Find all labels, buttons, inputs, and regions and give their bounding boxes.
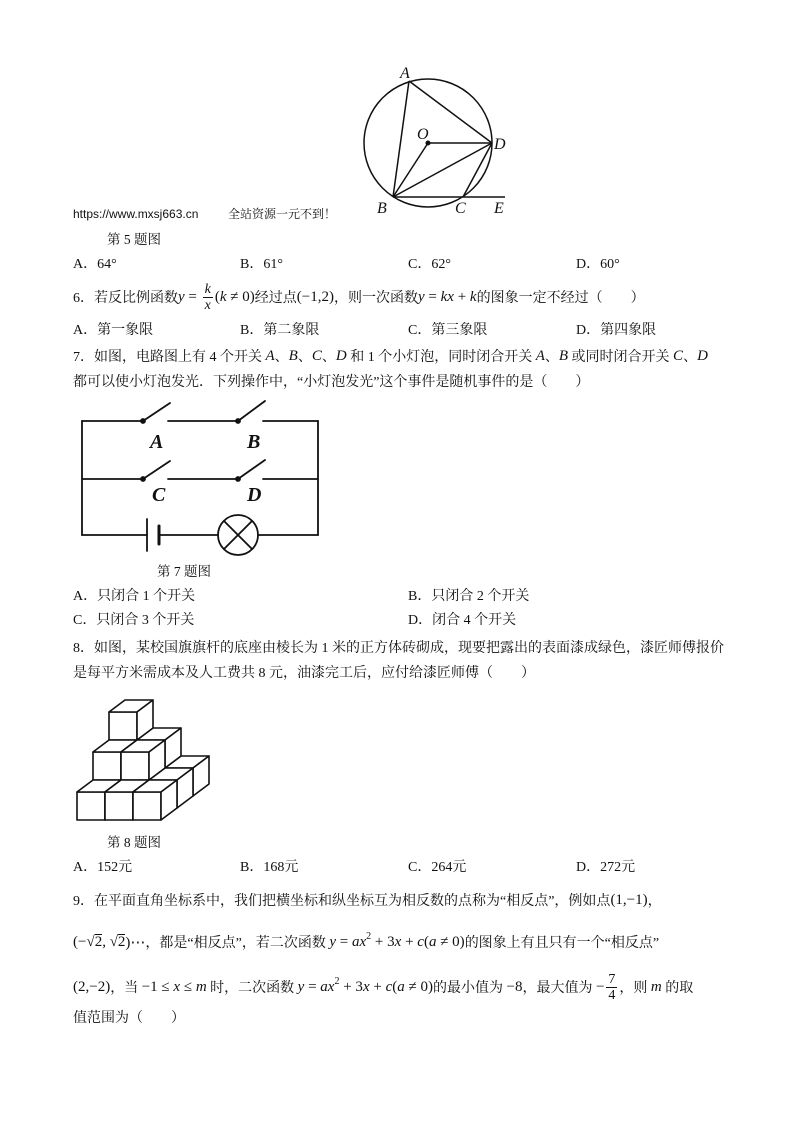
q9-stem-line3 <box>73 970 693 1004</box>
watermark-url: https://www.mxsj663.cn <box>73 207 199 221</box>
watermark-text: 全站资源一元不到！ <box>228 207 337 221</box>
text-run: 值范围为（ ） <box>73 1011 185 1026</box>
math-symbol: −8 <box>506 978 523 995</box>
q8-stem-line1 <box>73 637 724 657</box>
math-symbol: (−√ <box>73 933 95 950</box>
text-run: ，当 <box>110 981 142 996</box>
switch-label-d: D <box>247 484 262 506</box>
text-run: 的最小值为 <box>432 981 507 996</box>
figure-caption-q8: 第 8 题图 <box>107 835 161 850</box>
q7-option-a: A．只闭合 1 个开关 <box>73 589 196 604</box>
text-run: 8．如图，某校国旗旗杆的底座由棱长为 1 米的正方体砖砌成，现要把露出的表面漆成绿色，漆匠师傅报价 <box>73 641 724 656</box>
label-e: E <box>494 200 504 217</box>
text-run: 的图象一定不经过（ ） <box>476 291 645 306</box>
math-variable: kx <box>440 288 454 305</box>
switch-c-lever <box>143 461 170 479</box>
cube-front-face <box>77 792 105 820</box>
text-run: ，则 <box>619 981 651 996</box>
q7-option-c: C．只闭合 3 个开关 <box>73 613 195 628</box>
figure-caption-q5: 第 5 题图 <box>107 232 161 247</box>
switch-label-a: A <box>150 431 164 453</box>
radicand: 2 <box>117 934 126 950</box>
cube-front-face <box>93 752 121 780</box>
math-variable: ax <box>352 933 367 950</box>
text-run: 、 <box>683 350 698 365</box>
q8-option-a: A．152元 <box>73 860 133 875</box>
figure-q7-circuit <box>82 401 318 555</box>
math-variable: x <box>173 978 181 995</box>
q9-stem-line1 <box>73 890 662 910</box>
q7-option-d: D．闭合 4 个开关 <box>408 613 517 628</box>
q6-option-b: B．第二象限 <box>240 323 320 338</box>
cube-front-face <box>105 792 133 820</box>
math-variable: m <box>650 978 662 995</box>
math-variable: c <box>417 933 424 950</box>
q5-option-d: D．60° <box>576 257 620 272</box>
figure-q7-labels <box>148 431 261 506</box>
cube-front-face <box>133 792 161 820</box>
math-variable: D <box>335 347 347 364</box>
switch-d-contact <box>236 477 240 481</box>
switch-c-contact <box>141 477 145 481</box>
text-run: 时，二次函数 <box>206 981 298 996</box>
figure-q8-cube-stack <box>77 700 209 820</box>
math-symbol: + 3 <box>371 933 395 950</box>
math-symbol: , √ <box>102 933 118 950</box>
switch-a-lever <box>143 403 170 421</box>
cube-front-face <box>121 752 149 780</box>
figure-q5-circle <box>364 79 505 207</box>
math-symbol: ≠ 0) <box>436 933 465 950</box>
math-variable: y <box>417 288 425 305</box>
math-symbol: = <box>304 978 321 995</box>
text-run: ，最大值为 <box>522 981 596 996</box>
q8-stem-line2 <box>73 662 535 682</box>
fraction-numerator: 7 <box>608 971 616 987</box>
math-variable: k <box>469 288 477 305</box>
math-variable: A <box>535 347 545 364</box>
fraction <box>606 972 617 1003</box>
switch-b-contact <box>236 419 240 423</box>
math-variable: x <box>362 978 370 995</box>
math-variable: m <box>195 978 207 995</box>
math-variable: A <box>265 347 275 364</box>
math-symbol: )⋯ <box>125 934 146 951</box>
segment-ab <box>393 81 409 197</box>
math-symbol: ≠ 0) <box>404 978 433 995</box>
fraction <box>203 282 213 313</box>
math-exponent: 2 <box>334 975 340 987</box>
math-variable: y <box>178 288 185 305</box>
switch-b-lever <box>238 401 265 421</box>
fraction-numerator: k <box>204 281 211 297</box>
math-symbol: = <box>336 933 352 950</box>
math-symbol: (1,−1) <box>610 891 648 908</box>
math-variable: B <box>288 347 298 364</box>
label-a: A <box>400 65 410 82</box>
text-run: 、 <box>321 350 336 365</box>
text-run: 和 1 个小灯泡，同时闭合开关 <box>346 350 536 365</box>
text-run: 、 <box>274 350 289 365</box>
q7-stem-line2 <box>73 371 589 391</box>
math-variable: y <box>329 933 337 950</box>
math-symbol: (−1,2) <box>296 288 334 305</box>
q8-option-b: B．168元 <box>240 860 299 875</box>
q6-stem <box>73 280 645 314</box>
math-symbol: + <box>401 933 418 950</box>
math-variable: a <box>397 978 405 995</box>
label-o: O <box>417 126 429 143</box>
math-symbol: ( <box>423 933 429 950</box>
math-symbol: ≠ 0) <box>226 288 255 305</box>
q5-option-b: B．61° <box>240 257 283 272</box>
switch-a-contact <box>141 419 145 423</box>
math-variable: a <box>428 933 437 950</box>
fraction-denominator: x <box>204 297 211 313</box>
text-run: 经过点 <box>254 291 297 306</box>
switch-label-b: B <box>247 431 261 453</box>
text-run: 或同时闭合开关 <box>568 350 674 365</box>
math-symbol: + 3 <box>339 978 363 995</box>
math-symbol: (2,−2) <box>73 978 111 995</box>
math-symbol: −1 ≤ <box>141 978 174 995</box>
q5-option-a: A．64° <box>73 257 117 272</box>
math-symbol: = <box>424 288 441 305</box>
cube-front-face <box>109 712 137 740</box>
q8-option-d: D．272元 <box>576 860 636 875</box>
math-symbol: ( <box>214 288 220 305</box>
switch-d-lever <box>238 460 265 479</box>
math-symbol: ( <box>392 978 398 995</box>
math-variable: y <box>297 978 305 995</box>
segment-ob <box>393 143 428 197</box>
math-variable: x <box>394 933 402 950</box>
text-run: ，则一次函数 <box>333 291 418 306</box>
math-variable: B <box>558 347 569 364</box>
math-variable: C <box>673 347 684 364</box>
math-symbol: ≤ <box>180 978 196 995</box>
math-symbol: + <box>369 978 386 995</box>
q7-stem-line1 <box>73 346 708 366</box>
text-run: 都可以使小灯泡发光．下列操作中，“小灯泡发光”这个事件是随机事件的是（ ） <box>73 375 590 390</box>
math-variable: c <box>385 978 393 995</box>
switch-label-c: C <box>152 484 166 506</box>
label-c: C <box>455 200 466 217</box>
q6-option-c: C．第三象限 <box>408 323 488 338</box>
math-variable: D <box>697 347 708 364</box>
text-run: ， <box>647 894 662 909</box>
text-run: 、 <box>297 350 312 365</box>
text-run: 6．若反比例函数 <box>73 291 178 306</box>
math-variable: C <box>311 347 322 364</box>
radicand: 2 <box>94 934 103 950</box>
math-symbol: + <box>453 288 470 305</box>
text-run: ，都是“相反点”，若二次函数 <box>145 936 330 951</box>
math-symbol: − <box>595 978 605 995</box>
math-exponent: 2 <box>366 930 372 942</box>
q5-option-c: C．62° <box>408 257 451 272</box>
text-run: 的图象上有且只有一个“相反点” <box>464 936 660 951</box>
text-run: 是每平方米需成本及人工费共 8 元，油漆完工后，应付给漆匠师傅（ ） <box>73 666 535 681</box>
q8-option-c: C．264元 <box>408 860 467 875</box>
text-run: 、 <box>544 350 559 365</box>
q7-option-b: B．只闭合 2 个开关 <box>408 589 530 604</box>
math-variable: ax <box>320 978 335 995</box>
text-run: 的取 <box>661 981 694 996</box>
q6-option-d: D．第四象限 <box>576 323 657 338</box>
q9-stem-line2 <box>73 932 659 952</box>
math-symbol: = <box>184 288 201 305</box>
figure-caption-q7: 第 7 题图 <box>157 564 211 579</box>
text-run: 9．在平面直角坐标系中，我们把横坐标和纵坐标互为相反数的点称为“相反点”，例如点 <box>73 894 611 909</box>
label-d: D <box>494 136 506 153</box>
text-run: 7．如图，电路图上有 4 个开关 <box>73 350 266 365</box>
label-b: B <box>377 200 387 217</box>
q9-stem-line4 <box>73 1007 185 1027</box>
math-variable: k <box>219 288 227 305</box>
fraction-denominator: 4 <box>608 987 616 1003</box>
q6-option-a: A．第一象限 <box>73 323 154 338</box>
